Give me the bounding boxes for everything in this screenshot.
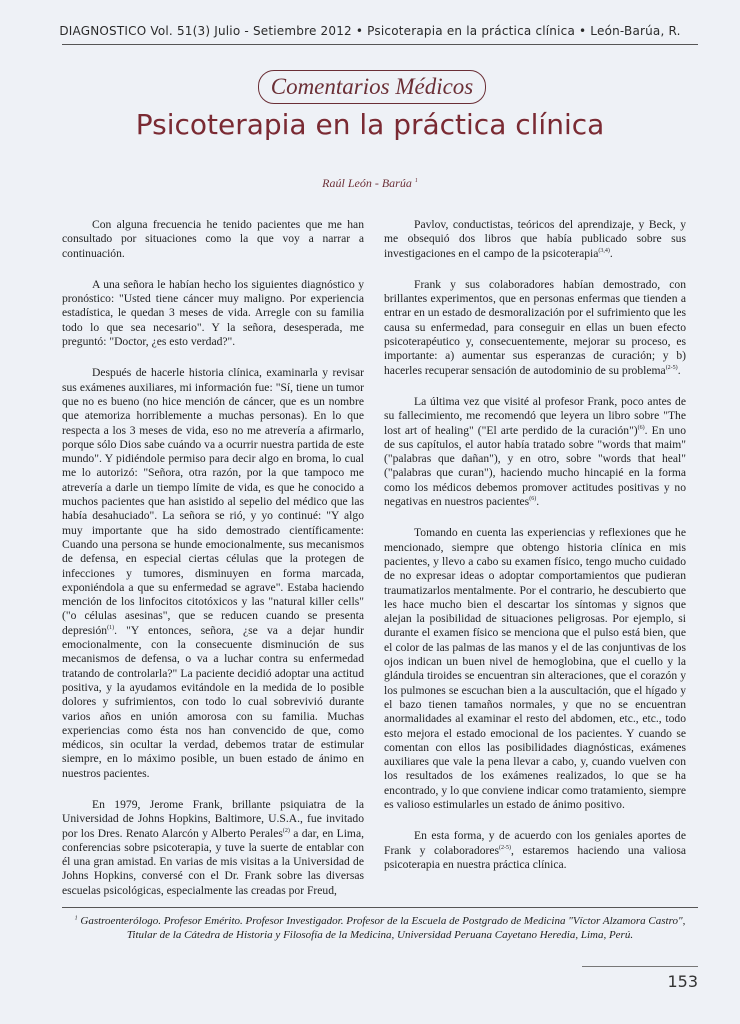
paragraph: Con alguna frecuencia he tenido pacientes que me han consultado por situaciones como la que voy a narrar a continuación.	[62, 218, 364, 260]
paragraph: En esta forma, y de acuerdo con los geniales aportes de Frank y colaboradores$^{(2-5)}$, estaremos haciendo una valiosa psicoterapia en nuestra práctica clínica.	[384, 829, 686, 871]
paragraph: La última vez que visité al profesor Frank, poco antes de su fallecimiento, me recomendó que leyera un libro sobre "The lost art of healing" ("El arte perdido de la curación")$^{(6)}$. En uno de sus capítulos, el autor había tratado sobre "words that maim" ("palabras que dañan"), y en otro, sobre "words that heal" ("palabras que curan"), haciendo mucho hincapié en la forma como los médicos debemos promover actitudes positivas y no negativas en nuestros pacientes$^{(6)}$.	[384, 394, 686, 509]
paragraph: Después de hacerle historia clínica, examinarla y revisar sus exámenes auxiliares, mi información fue: "Sí, tiene un tumor que no es bueno (no hice mención de cáncer, que es un nombre que atemoriza horriblemente a muchas personas). En lo que respecta a los 3 meses de vida, eso no me atrevería a afirmarlo, porque sólo Dios sabe cuándo va a ocurrir nuestra partida de este mundo". Y pidiéndole permiso para decir algo en broma, lo cual me lo autorizó: "Señora, otra razón, por la que tampoco me atrevería a darle un tiempo límite de vida, es que he conocido a muchos pacientes que han asistido al sepelio del médico que las había desahuciado". La señora se rió, y yo continué: "Y algo muy importante que ha sido demostrado científicamente: Cuando una persona se hunde emocionalmente, sus mecanismos de defensa, en especial ciertas células que la protegen de infecciones y tumores, disminuyen en forma marcada, exponiéndola a que su enfermedad se agrave". Estaba haciendo mención de los linfocitos citotóxicos y las "natural killer cells" ("o células asesinas", que se reducen cuando se presenta depresión$^{(1)}$. "Y entonces, señora, ¿se va a dejar hundir emocionalmente, con la consecuente disminución de sus mecanismos de defensa, o va a luchar contra su enfermedad tratando de controlarla?" La paciente decidió adoptar una actitud positiva, y la ayudamos evitándole en la medida de lo posible dolores y sufrimientos, con todo lo cual sobrevivió durante varios años en unión amorosa con su familia. Muchas experiencias como ésta nos han convencido de que, como médicos, sin ocultar la verdad, debemos tratar de estimular siempre, en lo máximo posible, un buen estado de ánimo en nuestros pacientes.	[62, 366, 364, 780]
header-rule	[62, 44, 698, 45]
citation: (2-5)	[665, 364, 678, 371]
journal-header: DIAGNOSTICO Vol. 51(3) Julio - Setiembre 2012 • Psicoterapia en la práctica clínica • León-Barúa, R.	[59, 24, 681, 38]
left-column	[62, 218, 364, 915]
footnote-rule	[62, 907, 698, 908]
citation: (2)	[282, 827, 290, 834]
citation: (6)	[637, 424, 645, 431]
paragraph: En 1979, Jerome Frank, brillante psiquiatra de la Universidad de Johns Hopkins, Baltimore, U.S.A., fue invitado por los Dres. Renato Alarcón y Alberto Perales$^{(2)}$ a dar, en Lima, conferencias sobre psicoterapia, y tuve la suerte de entablar con él una gran amistad. En varias de mis visitas a la Universidad de Johns Hopkins, conversé con el Dr. Frank sobre las diversas escuelas psicológicas, especialmente las creadas por Freud,	[62, 797, 364, 897]
citation: (2-5)	[499, 844, 512, 851]
author-name: Raúl León - Barúa	[322, 176, 412, 190]
footnote-text: Gastroenterólogo. Profesor Emérito. Profesor Investigador. Profesor de la Escuela de Postgrado de Medicina "Víctor Alzamora Castro", Titular de la Cátedra de Historia y Filosofía de la Medicina, Universidad Peruana Cayetano Heredia, Lima, Perú.	[80, 915, 686, 941]
right-column	[384, 218, 686, 889]
footnote	[62, 914, 698, 942]
article-title: Psicoterapia en la práctica clínica	[135, 108, 605, 141]
paragraph: Pavlov, conductistas, teóricos del aprendizaje, y Beck, y me obsequió dos libros que había publicado sobre sus investigaciones en el campo de la psicoterapia$^{(3,4)}$.	[384, 218, 686, 260]
citation: (3,4)	[598, 247, 610, 254]
paragraph: Tomando en cuenta las experiencias y reflexiones que he mencionado, siempre que obtengo historia clínica en mis pacientes, y llevo a cabo su examen físico, tengo mucho cuidado de no expresar ideas o adoptar comportamientos que pudieran traumatizarlos mentalmente. Por el contrario, he descubierto que les hace mucho bien el descartar los síntomas y signos que alejan la posibilidad de situaciones peligrosas. Por ejemplo, si durante el examen físico se menciona que el pulso está bien, que el color de las palmas de las manos y el de las conjuntivas de los ojos indican un buen nivel de hemoglobina, que el cuello y la glándula tiroides se encuentran sin alteraciones, que el corazón y los pulmones se escuchan bien a la auscultación, que el hígado y el bazo tienen tamaños normales, y que no se encuentran anormalidades al examinar el resto del abdomen, etc., etc., todo esto mejora el estado emocional de los pacientes. Y cuando se comentan con ellos las posibilidades diagnósticas, exámenes auxiliares que vale la pena llevar a cabo, y, cuando vuelven con los resultados de los exámenes realizados, lo que se ha encontrado, y lo que conviene indicar como tratamiento, siempre es valioso estimularles un estado de ánimo positivo.	[384, 526, 686, 811]
author-footnote-marker: 1	[414, 178, 418, 184]
page-number: 153	[667, 972, 698, 991]
article-author	[0, 176, 740, 191]
footnote-marker: 1	[74, 915, 78, 922]
section-label: Comentarios Médicos	[258, 70, 486, 104]
paragraph: A una señora le habían hecho los siguientes diagnóstico y pronóstico: "Usted tiene cáncer muy maligno. Por experiencia estadística, le quedan 3 meses de vida. Arregle con su familia todo lo que sea necesario". Y la señora, desesperada, me preguntó: "Doctor, ¿es esto verdad?".	[62, 277, 364, 349]
page-number-rule	[582, 966, 698, 967]
citation: (6)	[529, 496, 537, 503]
paragraph: Frank y sus colaboradores habían demostrado, con brillantes experimentos, que en personas enfermas que tienden a entrar en un estado de desmoralización por el sufrimiento que les causa su enfermedad, para conseguir en ellas un buen efecto psicoterapéutico y, consecuentemente, mejorar su proceso, es importante: a) aumentar sus esperanzas de curación; y b) hacerles recuperar sensación de autodominio de su problema$^{(2-5)}$.	[384, 277, 686, 377]
citation: (1)	[107, 624, 115, 631]
